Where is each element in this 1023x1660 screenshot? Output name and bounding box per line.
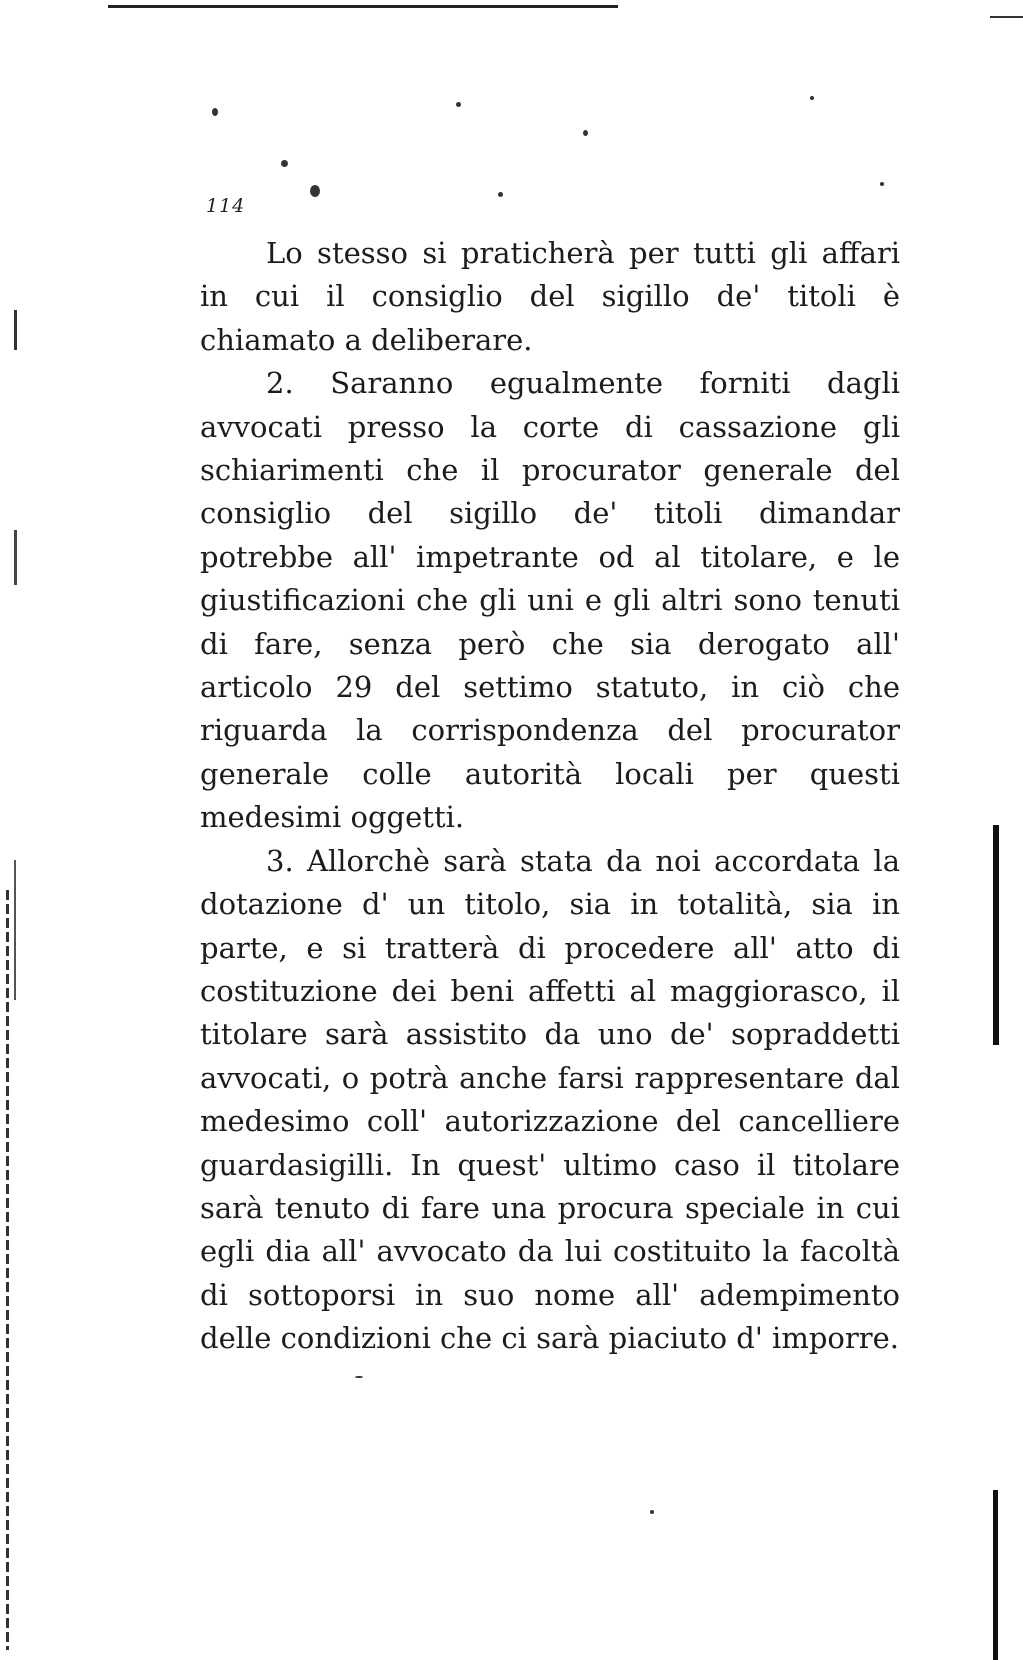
page-number: 114 — [206, 195, 246, 217]
scan-speck — [212, 108, 218, 116]
top-rule — [108, 5, 618, 8]
scan-edge-left — [6, 890, 9, 1650]
scan-speck — [310, 185, 320, 197]
body-text — [200, 232, 900, 1361]
scan-speck — [281, 160, 288, 167]
scan-speck — [355, 1376, 363, 1378]
scan-speck — [650, 1510, 654, 1514]
scan-speck — [456, 102, 461, 107]
scan-edge-right-bar — [993, 825, 999, 1045]
paragraph: Lo stesso si praticherà per tutti gli affari in cui il consiglio del sigillo de' titoli è chiamato a deliberare. — [200, 236, 900, 357]
scan-speck — [583, 130, 588, 136]
paragraph: 2. Saranno egualmente forniti dagli avvocati presso la corte di cassazione gli schiarimenti che il procurator generale del consiglio del sigillo de' titoli dimandar potrebbe all' impetrante od al titolare, e le giustificazioni che gli uni e gli altri sono tenuti di fare, senza però che sia derogato all' articolo 29 del settimo statuto, in ciò che riguarda la corrispondenza del procurator generale colle autorità locali per questi medesimi oggetti. — [200, 366, 900, 835]
scan-speck — [880, 182, 884, 186]
scan-edge-left-mark — [14, 860, 16, 1000]
scan-speck — [498, 192, 503, 197]
scan-edge-right-bar — [993, 1490, 998, 1660]
top-rule-fragment — [990, 16, 1023, 18]
scan-edge-left-mark — [14, 530, 17, 585]
paragraph: 3. Allorchè sarà stata da noi accordata la dotazione d' un titolo, sia in totalità, sia in parte, e si tratterà di procedere all' atto di costituzione dei beni affetti al maggiorasco, il titolare sarà assistito da uno de' sopraddetti avvocati, o potrà anche farsi rappresentare dal medesimo coll' autorizzazione del cancelliere guardasigilli. In quest' ultimo caso il titolare sarà tenuto di fare una procura speciale in cui egli dia all' avvocato da lui costituito la facoltà di sottoporsi in suo nome all' adempimento delle condizioni che ci sarà piaciuto d' imporre. — [200, 843, 900, 1356]
scan-edge-left-mark — [14, 310, 17, 350]
scan-speck — [810, 96, 814, 100]
